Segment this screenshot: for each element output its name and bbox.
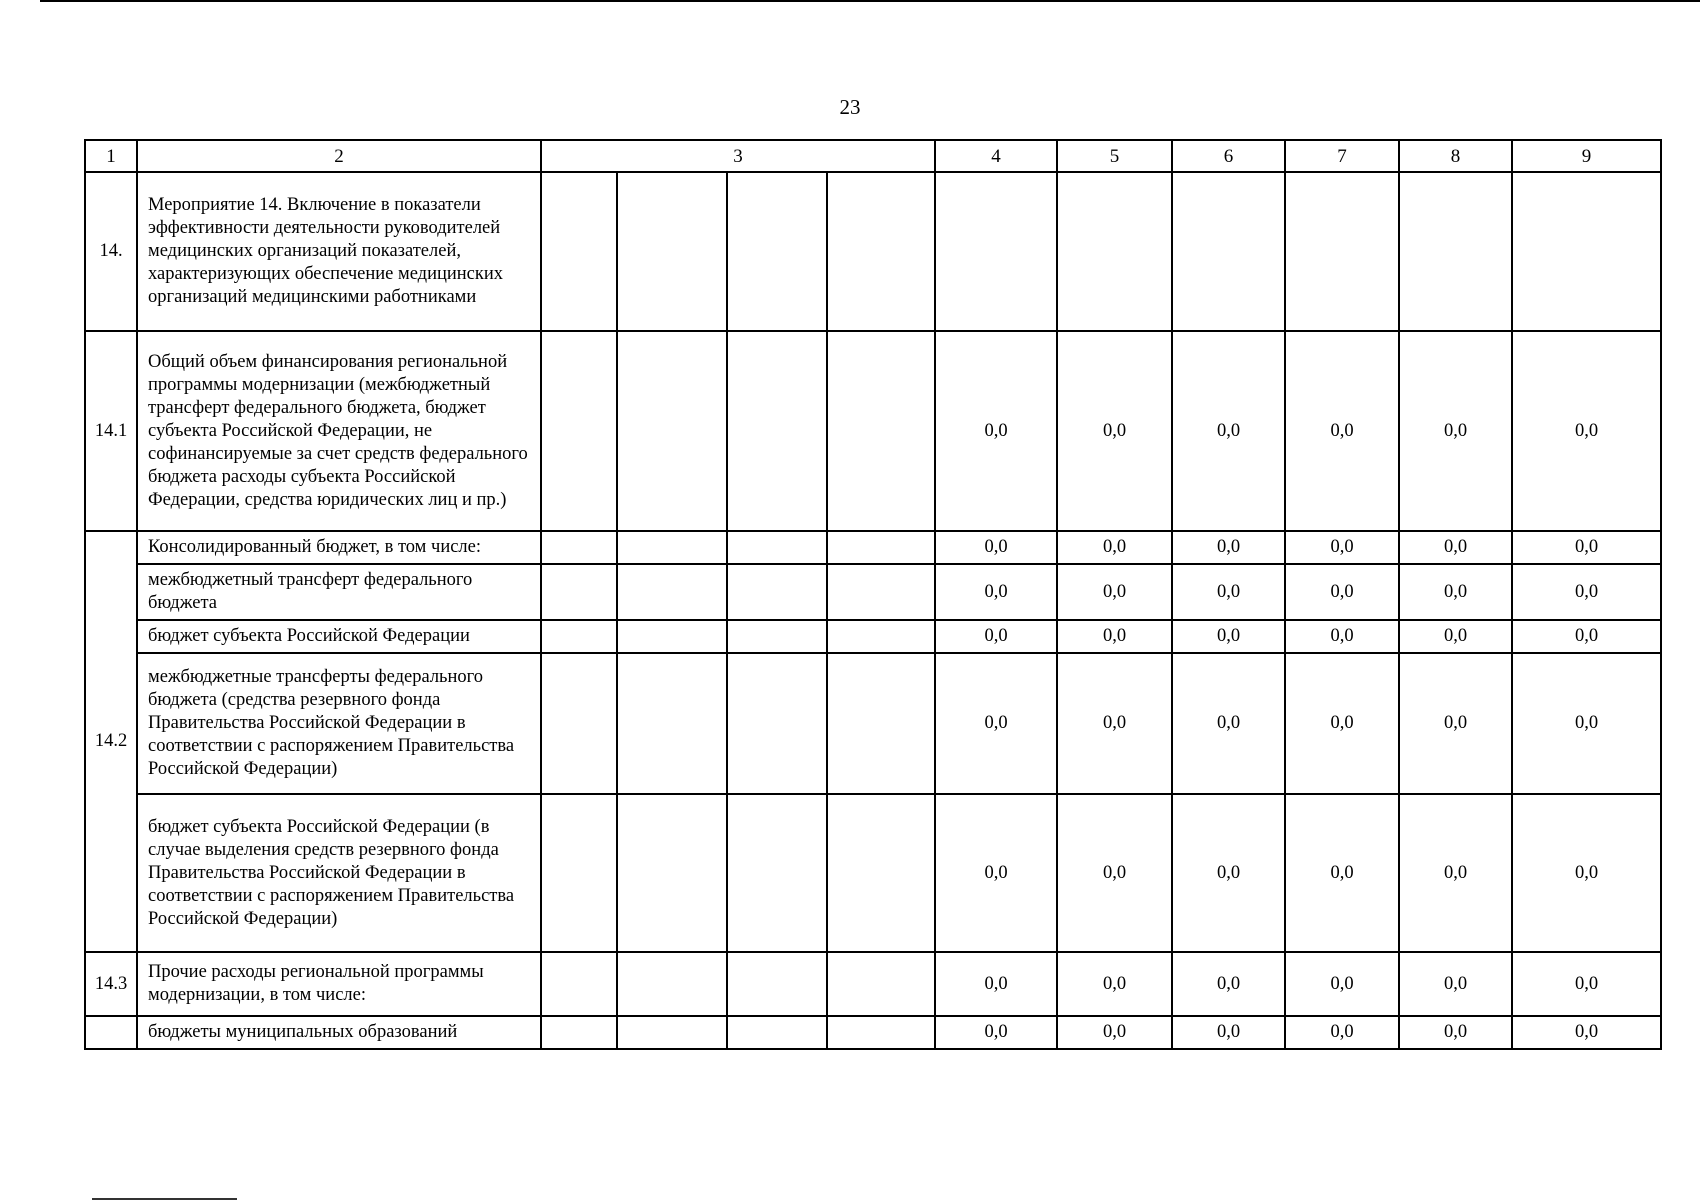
- value-cell: 0,0: [1399, 952, 1512, 1016]
- value-cell: 0,0: [1399, 531, 1512, 564]
- empty-cell: [727, 653, 827, 794]
- value-cell: 0,0: [1285, 331, 1399, 531]
- row-number: 14.1: [85, 331, 137, 531]
- empty-cell: [827, 952, 935, 1016]
- row-number: [85, 1016, 137, 1049]
- value-cell: 0,0: [935, 653, 1057, 794]
- value-cell: 0,0: [1057, 1016, 1172, 1049]
- value-cell: [1057, 172, 1172, 331]
- value-cell: 0,0: [935, 331, 1057, 531]
- value-cell: 0,0: [1172, 952, 1285, 1016]
- empty-cell: [827, 1016, 935, 1049]
- value-cell: 0,0: [1285, 620, 1399, 653]
- empty-cell: [617, 331, 727, 531]
- value-cell: 0,0: [1057, 331, 1172, 531]
- empty-cell: [541, 172, 617, 331]
- empty-cell: [727, 1016, 827, 1049]
- value-cell: 0,0: [1172, 794, 1285, 952]
- row-description: Прочие расходы региональной программы модернизации, в том числе:: [137, 952, 541, 1016]
- value-cell: 0,0: [1399, 794, 1512, 952]
- empty-cell: [727, 331, 827, 531]
- empty-cell: [541, 531, 617, 564]
- value-cell: 0,0: [1512, 952, 1661, 1016]
- empty-cell: [827, 531, 935, 564]
- value-cell: 0,0: [1399, 564, 1512, 620]
- row-description: межбюджетные трансферты федерального бюджета (средства резервного фонда Правительства Российской Федерации в соответствии с распоряжением Правительства Российской Федерации): [137, 653, 541, 794]
- value-cell: 0,0: [1172, 1016, 1285, 1049]
- value-cell: 0,0: [1512, 331, 1661, 531]
- header-col-3: 3: [541, 140, 935, 172]
- value-cell: [1172, 172, 1285, 331]
- value-cell: 0,0: [935, 794, 1057, 952]
- row-description: Консолидированный бюджет, в том числе:: [137, 531, 541, 564]
- empty-cell: [727, 172, 827, 331]
- header-col-9: 9: [1512, 140, 1661, 172]
- value-cell: 0,0: [1399, 620, 1512, 653]
- empty-cell: [727, 952, 827, 1016]
- value-cell: 0,0: [1057, 794, 1172, 952]
- header-col-6: 6: [1172, 140, 1285, 172]
- empty-cell: [541, 952, 617, 1016]
- row-number: 14.3: [85, 952, 137, 1016]
- table-row: [85, 172, 1661, 331]
- value-cell: 0,0: [1172, 620, 1285, 653]
- table-row: [85, 794, 1661, 952]
- empty-cell: [827, 564, 935, 620]
- value-cell: [935, 172, 1057, 331]
- row-description: бюджет субъекта Российской Федерации: [137, 620, 541, 653]
- value-cell: 0,0: [1512, 794, 1661, 952]
- value-cell: 0,0: [1285, 794, 1399, 952]
- value-cell: 0,0: [935, 1016, 1057, 1049]
- value-cell: 0,0: [1285, 952, 1399, 1016]
- row-description: бюджеты муниципальных образований: [137, 1016, 541, 1049]
- value-cell: 0,0: [1172, 653, 1285, 794]
- row-description: бюджет субъекта Российской Федерации (в случае выделения средств резервного фонда Правительства Российской Федерации в соответствии с распоряжением Правительства Российской Федерации): [137, 794, 541, 952]
- table-row: [85, 1016, 1661, 1049]
- header-col-8: 8: [1399, 140, 1512, 172]
- empty-cell: [541, 564, 617, 620]
- empty-cell: [617, 1016, 727, 1049]
- header-col-1: 1: [85, 140, 137, 172]
- budget-table: [84, 139, 1662, 1050]
- value-cell: [1285, 172, 1399, 331]
- value-cell: 0,0: [935, 620, 1057, 653]
- empty-cell: [727, 531, 827, 564]
- row-description: межбюджетный трансферт федерального бюджета: [137, 564, 541, 620]
- value-cell: 0,0: [1512, 531, 1661, 564]
- value-cell: 0,0: [1057, 564, 1172, 620]
- value-cell: 0,0: [1057, 952, 1172, 1016]
- empty-cell: [617, 564, 727, 620]
- value-cell: [1512, 172, 1661, 331]
- empty-cell: [617, 952, 727, 1016]
- row-number: 14.: [85, 172, 137, 331]
- value-cell: 0,0: [1057, 531, 1172, 564]
- empty-cell: [827, 794, 935, 952]
- value-cell: 0,0: [935, 952, 1057, 1016]
- value-cell: [1399, 172, 1512, 331]
- table-row: [85, 620, 1661, 653]
- value-cell: 0,0: [1285, 1016, 1399, 1049]
- value-cell: 0,0: [1285, 531, 1399, 564]
- header-col-2: 2: [137, 140, 541, 172]
- page-number: 23: [839, 95, 861, 119]
- value-cell: 0,0: [1285, 564, 1399, 620]
- empty-cell: [827, 653, 935, 794]
- header-col-5: 5: [1057, 140, 1172, 172]
- empty-cell: [727, 794, 827, 952]
- value-cell: 0,0: [1285, 653, 1399, 794]
- value-cell: 0,0: [935, 564, 1057, 620]
- empty-cell: [541, 653, 617, 794]
- table-row: [85, 564, 1661, 620]
- value-cell: 0,0: [1399, 1016, 1512, 1049]
- value-cell: 0,0: [1172, 531, 1285, 564]
- value-cell: 0,0: [1057, 620, 1172, 653]
- value-cell: 0,0: [1512, 564, 1661, 620]
- top-rule: [40, 0, 1700, 2]
- header-col-7: 7: [1285, 140, 1399, 172]
- empty-cell: [541, 620, 617, 653]
- empty-cell: [617, 794, 727, 952]
- value-cell: 0,0: [1172, 331, 1285, 531]
- value-cell: 0,0: [1057, 653, 1172, 794]
- value-cell: 0,0: [935, 531, 1057, 564]
- row-description: Мероприятие 14. Включение в показатели эффективности деятельности руководителей медицинских организаций показателей, характеризующих обеспечение медицинских организаций медицинскими работниками: [137, 172, 541, 331]
- table-row: [85, 653, 1661, 794]
- row-description: Общий объем финансирования региональной программы модернизации (межбюджетный трансферт федерального бюджета, бюджет субъекта Российской Федерации, не софинансируемые за счет средств федерального бюджета расходы субъекта Российской Федерации, средства юридических лиц и пр.): [137, 331, 541, 531]
- value-cell: 0,0: [1512, 653, 1661, 794]
- value-cell: 0,0: [1512, 1016, 1661, 1049]
- value-cell: 0,0: [1172, 564, 1285, 620]
- empty-cell: [617, 620, 727, 653]
- empty-cell: [617, 172, 727, 331]
- empty-cell: [541, 331, 617, 531]
- empty-cell: [727, 620, 827, 653]
- empty-cell: [541, 794, 617, 952]
- row-number: 14.2: [85, 531, 137, 952]
- empty-cell: [727, 564, 827, 620]
- empty-cell: [541, 1016, 617, 1049]
- empty-cell: [617, 653, 727, 794]
- table-row: [85, 331, 1661, 531]
- empty-cell: [827, 620, 935, 653]
- header-col-4: 4: [935, 140, 1057, 172]
- empty-cell: [617, 531, 727, 564]
- empty-cell: [827, 172, 935, 331]
- header-row: [85, 140, 1661, 172]
- value-cell: 0,0: [1512, 620, 1661, 653]
- value-cell: 0,0: [1399, 331, 1512, 531]
- table-row: [85, 531, 1661, 564]
- value-cell: 0,0: [1399, 653, 1512, 794]
- table-row: [85, 952, 1661, 1016]
- empty-cell: [827, 331, 935, 531]
